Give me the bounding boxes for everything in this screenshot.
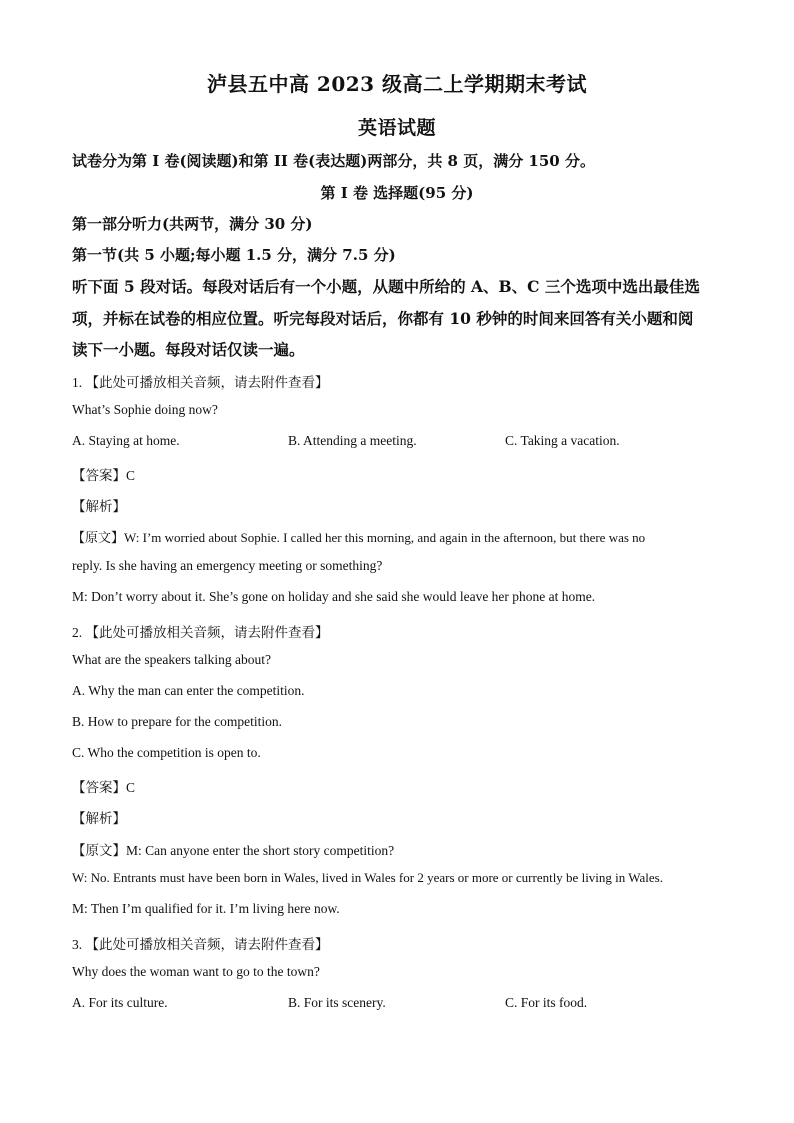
question-number: 3. 【此处可播放相关音频，请去附件查看】 [72, 937, 329, 952]
transcript-line: reply. Is she having an emergency meeting or something? [72, 558, 383, 573]
exam-title: 泸县五中高 2023 级高二上学期期末考试 [206, 72, 588, 96]
transcript-line: M: Don’t worry about it. She’s gone on holiday and she said she would leave her phone at home. [72, 589, 596, 604]
exam-subtitle: 英语试题 [357, 117, 436, 139]
option-c: C. For its food. [505, 995, 588, 1010]
option-c: C. Who the competition is open to. [72, 745, 261, 760]
analysis-label: 【解析】 [72, 499, 126, 514]
part-heading: 第一部分听力(共两节，满分 30 分) [72, 215, 313, 233]
option-b: B. Attending a meeting. [288, 433, 417, 448]
transcript-line: 【原文】W: I’m worried about Sophie. I called her this morning, and again in the afternoon, but there was no [72, 530, 646, 545]
question-text: What are the speakers talking about? [72, 652, 272, 667]
instruction-line: 听下面 5 段对话。每段对话后有一个小题，从题中所给的 A、B、C 三个选项中选出最佳选 [72, 277, 700, 296]
instruction-line: 读下一小题。每段对话仅读一遍。 [72, 340, 305, 359]
instruction-line: 项，并标在试卷的相应位置。听完每段对话后，你都有 10 秒钟的时间来回答有关小题和阅 [72, 309, 694, 328]
answer-label: 【答案】C [72, 468, 136, 483]
question-text: Why does the woman want to go to the town? [72, 964, 320, 979]
transcript-line: 【原文】M: Can anyone enter the short story competition? [72, 843, 395, 858]
option-a: A. For its culture. [72, 995, 168, 1010]
option-b: B. For its scenery. [288, 995, 386, 1010]
section-heading: 第一节(共 5 小题;每小题 1.5 分，满分 7.5 分) [72, 246, 396, 264]
transcript-line: W: No. Entrants must have been born in Wales, lived in Wales for 2 years or more or currently be living in Wales. [72, 870, 663, 885]
option-a: A. Staying at home. [72, 433, 180, 448]
answer-label: 【答案】C [72, 780, 136, 795]
paper-note: 试卷分为第 I 卷(阅读题)和第 II 卷(表达题)两部分，共 8 页，满分 150 分。 [72, 152, 595, 170]
question-number: 2. 【此处可播放相关音频，请去附件查看】 [72, 625, 329, 640]
option-a: A. Why the man can enter the competition. [72, 683, 305, 698]
option-c: C. Taking a vacation. [505, 433, 620, 448]
volume-title: 第 I 卷 选择题(95 分) [320, 184, 474, 202]
transcript-line: M: Then I’m qualified for it. I’m living here now. [72, 901, 340, 916]
question-text: What’s Sophie doing now? [72, 402, 218, 417]
analysis-label: 【解析】 [72, 811, 126, 826]
option-b: B. How to prepare for the competition. [72, 714, 282, 729]
question-number: 1. 【此处可播放相关音频，请去附件查看】 [72, 375, 329, 390]
